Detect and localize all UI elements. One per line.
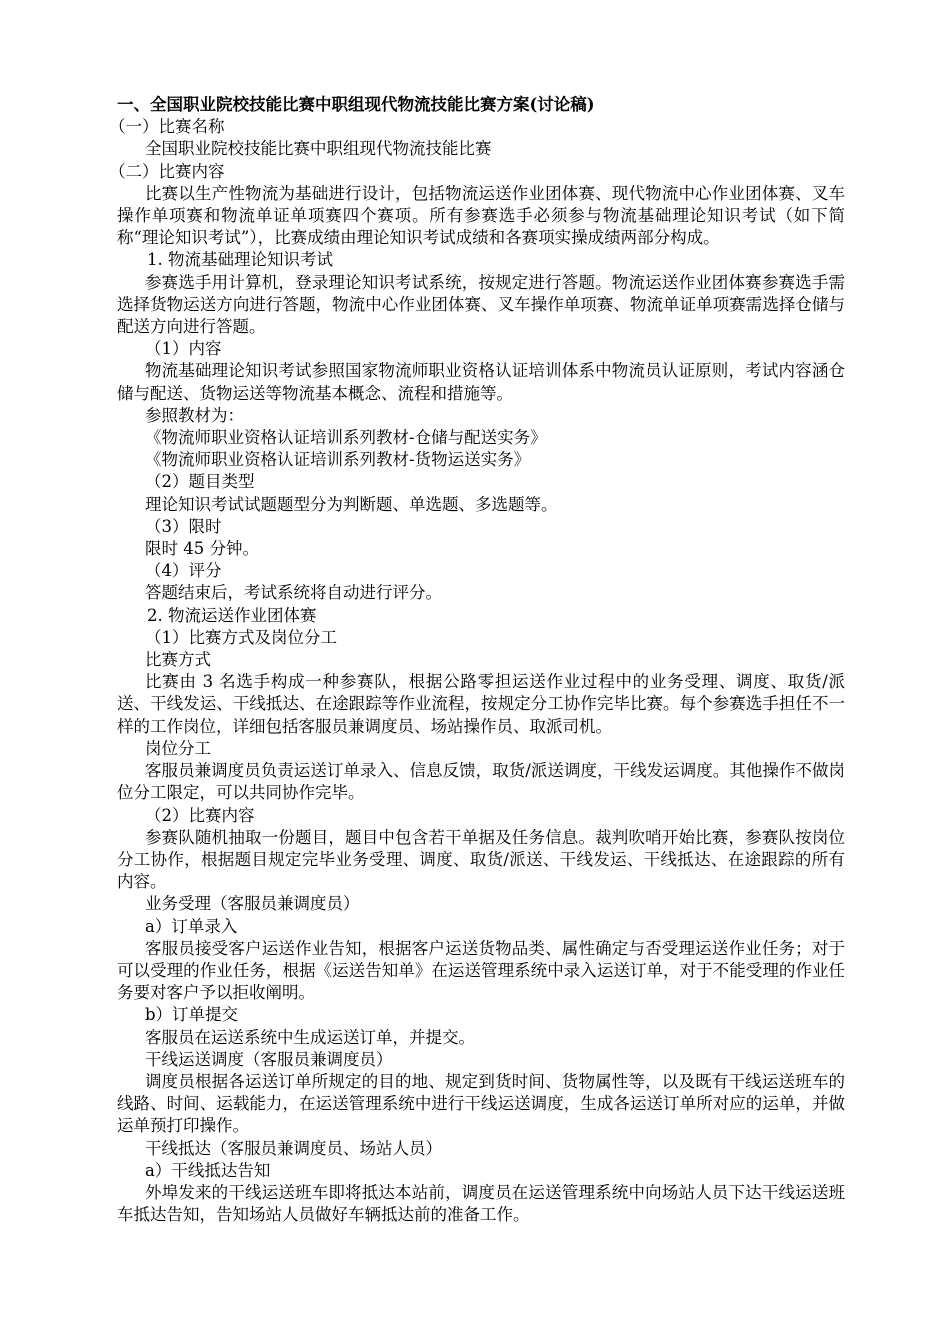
paragraph: 参照教材为： (145, 405, 244, 425)
paragraph: （一）比赛名称 (109, 117, 225, 137)
paragraph: 比赛由 3 名选手构成一种参赛队，根据公路零担运送作业过程中的业务受理、调度、取货/派送、干线发运、干线抵达、在途跟踪等作业流程，按规定分工协作完毕比赛。每个参赛选手担任不一样的工作岗位，详细包括客服员兼调度员、场站操作员、取派司机。 (117, 672, 845, 736)
paragraph: （1）内容 (145, 339, 222, 359)
paragraph: 比赛以生产性物流为基础进行设计，包括物流运送作业团体赛、现代物流中心作业团体赛、叉车操作单项赛和物流单证单项赛四个赛项。所有参赛选手必须参与物流基础理论知识考试（如下简称“理论知识考试”），比赛成绩由理论知识考试成绩和各赛项实操成绩两部分构成。 (117, 183, 845, 248)
paragraph: 岗位分工 (145, 738, 211, 758)
paragraph: 比赛方式 (145, 650, 211, 670)
paragraph: 物流基础理论知识考试参照国家物流师职业资格认证培训体系中物流员认证原则，考试内容涵仓储与配送、货物运送等物流基本概念、流程和措施等。 (117, 361, 845, 403)
paragraph: a）订单录入 (145, 916, 238, 936)
paragraph: 参赛选手用计算机，登录理论知识考试系统，按规定进行答题。物流运送作业团体赛参赛选手需选择货物运送方向进行答题，物流中心作业团体赛、叉车操作单项赛、物流单证单项赛需选择仓储与配送方向进行答题。 (117, 272, 845, 337)
paragraph: （2）比赛内容 (145, 805, 255, 825)
paragraph: 外埠发来的干线运送班车即将抵达本站前，调度员在运送管理系统中向场站人员下达干线运送班车抵达告知，告知场站人员做好车辆抵达前的准备工作。 (117, 1182, 845, 1225)
document-title: 一、全国职业院校技能比赛中职组现代物流技能比赛方案(讨论稿) (117, 95, 595, 114)
paragraph: 限时 45 分钟。 (145, 539, 259, 559)
paragraph: 1. 物流基础理论知识考试 (147, 250, 333, 270)
paragraph: 参赛队随机抽取一份题目，题目中包含若干单据及任务信息。裁判吹哨开始比赛，参赛队按岗位分工协作，根据题目规定完毕业务受理、调度、取货/派送、干线发运、干线抵达、在途跟踪的所有内容。 (117, 827, 845, 892)
paragraph: 客服员兼调度员负责运送订单录入、信息反馈，取货/派送调度，干线发运调度。其他操作不做岗位分工限定，可以共同协作完毕。 (117, 761, 845, 803)
paragraph: （二）比赛内容 (109, 161, 225, 181)
paragraph: （4）评分 (145, 561, 222, 581)
paragraph: 答题结束后，考试系统将自动进行评分。 (145, 583, 442, 603)
paragraph: （2）题目类型 (145, 472, 255, 492)
paragraph: b）订单提交 (145, 1005, 239, 1025)
paragraph: 业务受理（客服员兼调度员） (145, 894, 360, 914)
paragraph: （3）限时 (145, 516, 222, 536)
paragraph: 《物流师职业资格认证培训系列教材-仓储与配送实务》 (145, 428, 547, 448)
document-page (109, 94, 845, 1226)
paragraph: 客服员在运送系统中生成运送订单，并提交。 (145, 1027, 475, 1047)
paragraph: 《物流师职业资格认证培训系列教材-货物运送实务》 (145, 450, 531, 470)
paragraph: （1）比赛方式及岗位分工 (145, 627, 337, 647)
paragraph: 干线抵达（客服员兼调度员、场站人员） (145, 1138, 442, 1158)
paragraph: 客服员接受客户运送作业告知，根据客户运送货物品类、属性确定与否受理运送作业任务；对于可以受理的作业任务，根据《运送告知单》在运送管理系统中录入运送订单，对于不能受理的作业任务要对客户予以拒收阐明。 (117, 938, 845, 1003)
document-body (109, 116, 845, 1226)
paragraph: 干线运送调度（客服员兼调度员） (145, 1049, 393, 1069)
paragraph: 调度员根据各运送订单所规定的目的地、规定到货时间、货物属性等，以及既有干线运送班车的线路、时间、运载能力，在运送管理系统中进行干线运送调度，生成各运送订单所对应的运单，并做运单预打印操作。 (117, 1071, 845, 1136)
paragraph: 理论知识考试试题题型分为判断题、单选题、多选题等。 (145, 494, 558, 514)
paragraph: 2. 物流运送作业团体赛 (147, 605, 317, 625)
paragraph: a）干线抵达告知 (145, 1160, 271, 1180)
paragraph: 全国职业院校技能比赛中职组现代物流技能比赛 (145, 139, 492, 159)
